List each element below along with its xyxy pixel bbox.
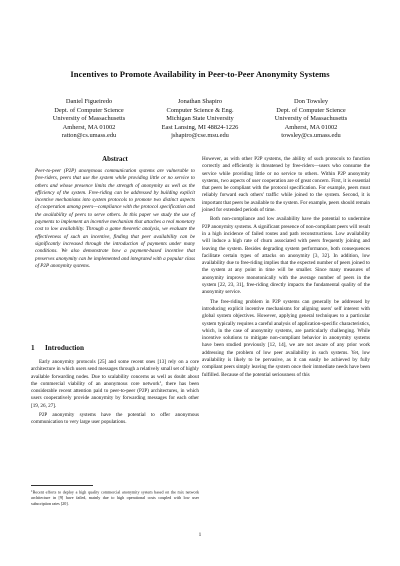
paper-title: Incentives to Promote Availability in Peer-to-Peer Anonymity Systems [70, 69, 330, 79]
introduction-body [31, 359, 199, 427]
footnote-text: Recent efforts to deploy a high quality commercial anonymity system based on the mix network architecture in [9] have failed, mainly due to high operational costs coupled with low user subscription rates [20]. [31, 489, 199, 506]
author-institution: University of Massachusetts [52, 115, 126, 123]
page-number: 1 [198, 532, 202, 538]
author-3 [246, 98, 376, 141]
author-dept: Dept. of Computer Science [54, 106, 124, 114]
body-paragraph: However, as with other P2P systems, the ability of such protocols to function correctly and efficiently is threatened by free-riders—users who consume the service while providing little or no service to others. Within P2P anonymity systems, two aspects of user cooperation are of great concern. First, it is essential that peers be compliant with the protocol specification. For example, peers must reliably forward each others' traffic while joined to the system. Second, it is important that peers be available to the system. For example, peers should remain joined for extended periods of time. [202, 156, 370, 214]
section-heading-introduction [31, 344, 84, 352]
author-institution: University of Massachusetts [274, 115, 348, 123]
author-block [0, 98, 400, 148]
footnote-divider [31, 485, 93, 486]
paragraph-text: P2P anonymity systems have the potential to offer anonymous communication to very large user populations. [31, 412, 199, 426]
paragraph-text: , there has been considerable recent attention paid to peer-to-peer (P2P) architectures, in which users cooperatively provide anonymity by forwarding messages for each other [19, 26, 27]. [31, 380, 199, 409]
section-number: 1 [31, 344, 35, 352]
author-name: Don Towsley [293, 98, 329, 105]
footnote-reference: 1 [159, 380, 162, 385]
footnote-marker: 1 [31, 489, 33, 493]
author-location: Amherst, MA 01002 [62, 123, 116, 131]
right-column [202, 156, 370, 379]
body-paragraph: Both non-compliance and low availability have the potential to undermine P2P anonymity systems. A significant presence of non-compliant peers will result in a high incidence of failed routes and path reconstructions. Low availability will induce a high rate of churn associated with peers frequently joining and leaving the system. Besides degrading system performance, both consequences facilitate certain types of attacks on anonymity [3, 32]. In addition, low availability due to free-riding implies that the expected number of peers joined to the system at any point in time will be smaller. Since many measures of anonymity improve monotonically with the average number of peers in the system [22, 23, 31], free-riding directly impacts the fundamental quality of the anonymity service. [202, 216, 370, 296]
intro-paragraph-2 [31, 412, 199, 427]
abstract-text: Peer-to-peer (P2P) anonymous communication systems are vulnerable to free-riders, peers that use the system while providing little or no service to others and whose presence limits the strength of anonymity as well as the efficiency of the system. Free-riding can be addressed by building explicit incentive mechanisms into system protocols to promote two distinct aspects of cooperation among peers—compliance with the protocol specification and the availability of peers to serve others. In this paper we study the use of payments to implement an incentive mechanism that attaches a real monetary cost to low availability. Through a game theoretic analysis, we evaluate the effectiveness of such an incentive, finding that peer availability can be significantly increased through the introduction of payments under many conditions. We also demonstrate how a payment-based incentive that preserves anonymity can be implemented and integrated with a popular class of P2P anonymity systems. [35, 168, 195, 269]
intro-paragraph-1 [31, 359, 199, 410]
author-name: Jonathan Shapiro [177, 98, 223, 105]
section-title: Introduction [45, 344, 85, 352]
body-paragraph: The free-riding problem in P2P systems can generally be addressed by introducing explicit incentive mechanisms for aligning users' self interest with global system objectives. However, applying general techniques to a particular system typically requires a careful analysis of application-specific characteristics, which, in the case of anonymity systems, are particularly challenging. While incentive solutions to mitigate non-compliant behavior in anonymity systems have been studied previously [12, 14], we are not aware of any prior work addressing the problem of low peer availability in such systems. Yet, low availability is likely to be pervasive, as it can easily be achieved by fully compliant peers simply leaving the system once their immediate needs have been fulfilled. Because of the potential seriousness of this [202, 298, 370, 378]
author-institution: Michigan State University [166, 115, 234, 123]
author-dept: Computer Science & Eng. [166, 106, 234, 114]
author-email: ratton@cs.umass.edu [61, 132, 117, 140]
author-location: Amherst, MA 01002 [284, 123, 338, 131]
paragraph-text: Early anonymity protocols [25] and some recent ones [13] rely on a core architecture in which users send messages through a relatively small set of highly available forwarding nodes. Due to scalability concerns as well as doubt about the commercial viability of an anonymous core network [31, 359, 199, 387]
author-location: East Lansing, MI 48824-1226 [161, 123, 239, 131]
abstract-heading: Abstract [102, 156, 128, 163]
left-column [31, 156, 199, 270]
author-name: Daniel Figueiredo [65, 98, 113, 105]
author-dept: Dept. of Computer Science [276, 106, 346, 114]
footnote [31, 489, 199, 506]
author-email: towsley@cs.umass.edu [281, 132, 341, 140]
author-email: jshapiro@cse.msu.edu [171, 132, 229, 140]
